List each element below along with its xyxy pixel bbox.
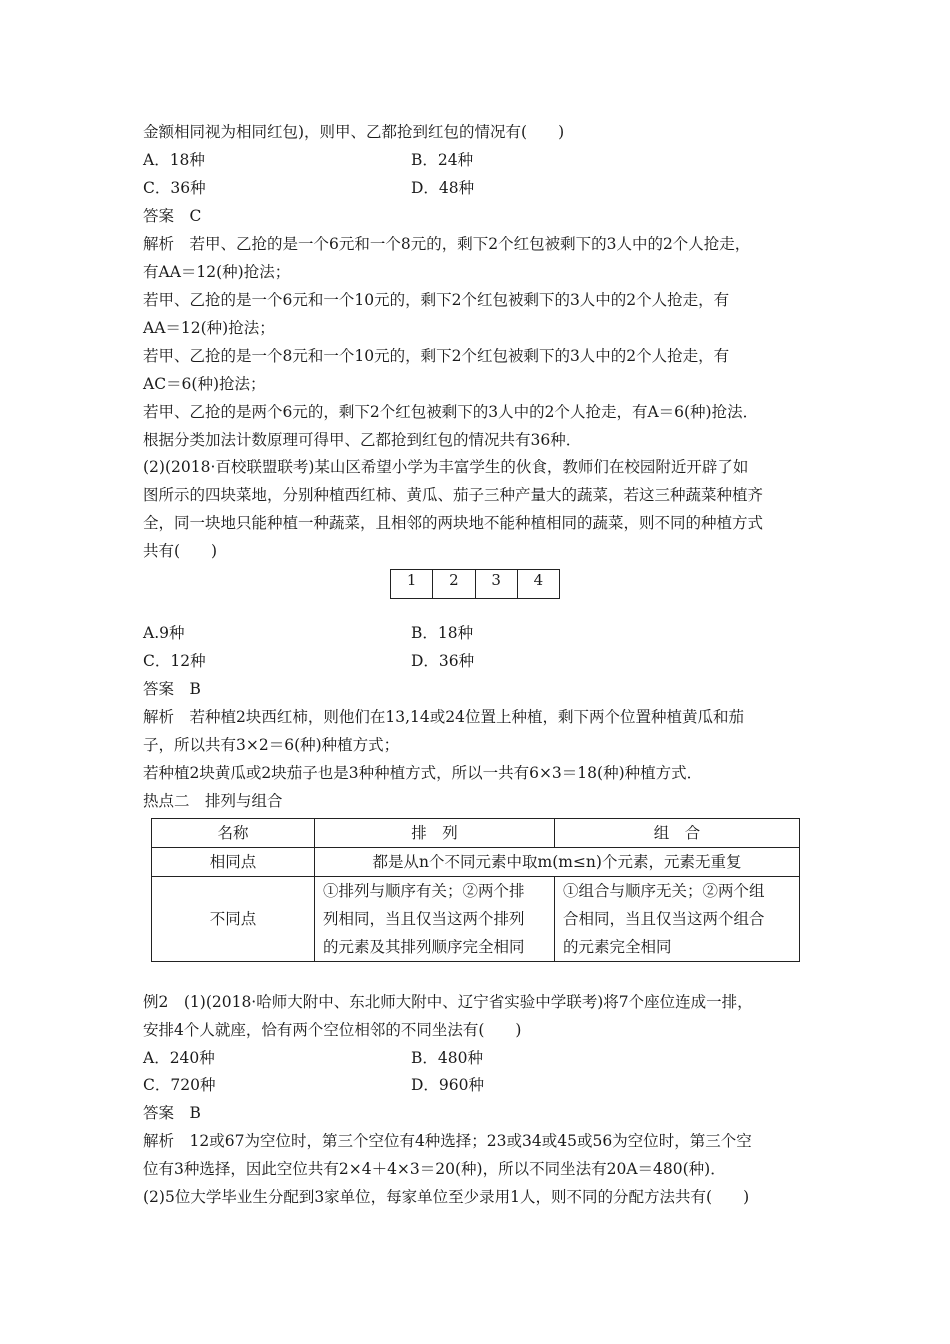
combination-difference bbox=[555, 877, 800, 962]
option-b: B．18种 bbox=[411, 624, 474, 642]
question-stem-line: (2)(2018·百校联盟联考)某山区希望小学为丰富学生的伙食，教师们在校园附近开辟了如 bbox=[143, 458, 749, 476]
option-d: D．48种 bbox=[411, 179, 475, 197]
question-stem-line: (2)5位大学毕业生分配到3家单位，每家单位至少录用1人，则不同的分配方法共有( ) bbox=[143, 1188, 750, 1206]
table-header-name: 名称 bbox=[152, 819, 315, 848]
row-label-difference: 不同点 bbox=[152, 877, 315, 962]
analysis-line: 若甲、乙抢的是两个6元的，剩下2个红包被剩下的3人中的2个人抢走，有A＝6(种)抢法． bbox=[143, 403, 759, 421]
similarity-text: 都是从n个不同元素中取m(m≤n)个元素，元素无重复 bbox=[315, 848, 800, 877]
question-stem-line: 金额相同视为相同红包)，则甲、乙都抢到红包的情况有( ) bbox=[143, 123, 565, 141]
analysis-line: 若甲、乙抢的是一个8元和一个10元的，剩下2个红包被剩下的3人中的2个人抢走，有 bbox=[143, 347, 730, 365]
table-cell-line: 的元素及其排列顺序完全相同 bbox=[323, 938, 525, 956]
option-a: A．18种 bbox=[143, 151, 205, 169]
analysis-line: 解析 若种植2块西红柿，则他们在13,14或24位置上种植，剩下两个位置种植黄瓜和茄 bbox=[143, 708, 744, 726]
analysis-line: 解析 若甲、乙抢的是一个6元和一个8元的，剩下2个红包被剩下的3人中的2个人抢走， bbox=[143, 235, 751, 253]
table-cell-line: ①组合与顺序无关；②两个组 bbox=[563, 882, 765, 900]
question-stem-line: 共有( ) bbox=[143, 542, 218, 560]
plot-diagram bbox=[390, 569, 560, 599]
plot-cell: 1 bbox=[391, 570, 433, 599]
option-d: D．960种 bbox=[411, 1076, 485, 1094]
question-stem-line: 全，同一块地只能种植一种蔬菜，且相邻的两块地不能种植相同的蔬菜，则不同的种植方式 bbox=[143, 514, 764, 532]
analysis-line: AC＝6(种)抢法； bbox=[143, 375, 266, 393]
option-c: C．12种 bbox=[143, 652, 206, 670]
option-a: A．240种 bbox=[143, 1049, 215, 1067]
table-cell-line: ①排列与顺序有关；②两个排 bbox=[323, 882, 525, 900]
plot-cell: 3 bbox=[475, 570, 517, 599]
answer-line: 答案 C bbox=[143, 207, 202, 225]
plot-cell: 2 bbox=[433, 570, 475, 599]
table-header-permutation: 排 列 bbox=[315, 819, 555, 848]
section-heading: 热点二 排列与组合 bbox=[143, 792, 283, 810]
analysis-line: 若种植2块黄瓜或2块茄子也是3种种植方式，所以一共有6×3＝18(种)种植方式． bbox=[143, 764, 703, 782]
analysis-line: 根据分类加法计数原理可得甲、乙都抢到红包的情况共有36种． bbox=[143, 431, 582, 449]
table-header-combination: 组 合 bbox=[555, 819, 800, 848]
row-label-similarity: 相同点 bbox=[152, 848, 315, 877]
question-stem-line: 图所示的四块菜地，分别种植西红柿、黄瓜、茄子三种产量大的蔬菜，若这三种蔬菜种植齐 bbox=[143, 486, 764, 504]
option-c: C．36种 bbox=[143, 179, 206, 197]
table-cell-line: 列相同，当且仅当这两个排列 bbox=[323, 910, 525, 928]
option-c: C．720种 bbox=[143, 1076, 216, 1094]
analysis-line: 位有3种选择，因此空位共有2×4＋4×3＝20(种)，所以不同坐法有20A＝480(种)． bbox=[143, 1160, 726, 1178]
analysis-line: AA＝12(种)抢法； bbox=[143, 319, 275, 337]
example-stem-line: 例2 (1)(2018·哈师大附中、东北师大附中、辽宁省实验中学联考)将7个座位连成一排， bbox=[143, 993, 753, 1011]
permutation-combination-table bbox=[151, 818, 800, 962]
option-b: B．24种 bbox=[411, 151, 474, 169]
example-stem-line: 安排4个人就座，恰有两个空位相邻的不同坐法有( ) bbox=[143, 1021, 522, 1039]
analysis-line: 有AA＝12(种)抢法； bbox=[143, 263, 291, 281]
analysis-line: 解析 12或67为空位时，第三个空位有4种选择；23或34或45或56为空位时，第三个空 bbox=[143, 1132, 752, 1150]
permutation-difference bbox=[315, 877, 555, 962]
table-cell-line: 的元素完全相同 bbox=[563, 938, 672, 956]
table-cell-line: 合相同，当且仅当这两个组合 bbox=[563, 910, 765, 928]
plot-cell: 4 bbox=[517, 570, 559, 599]
option-d: D．36种 bbox=[411, 652, 475, 670]
analysis-line: 若甲、乙抢的是一个6元和一个10元的，剩下2个红包被剩下的3人中的2个人抢走，有 bbox=[143, 291, 730, 309]
answer-line: 答案 B bbox=[143, 680, 201, 698]
option-a: A.9种 bbox=[143, 624, 185, 642]
option-b: B．480种 bbox=[411, 1049, 483, 1067]
analysis-line: 子，所以共有3×2＝6(种)种植方式； bbox=[143, 736, 400, 754]
answer-line: 答案 B bbox=[143, 1104, 201, 1122]
